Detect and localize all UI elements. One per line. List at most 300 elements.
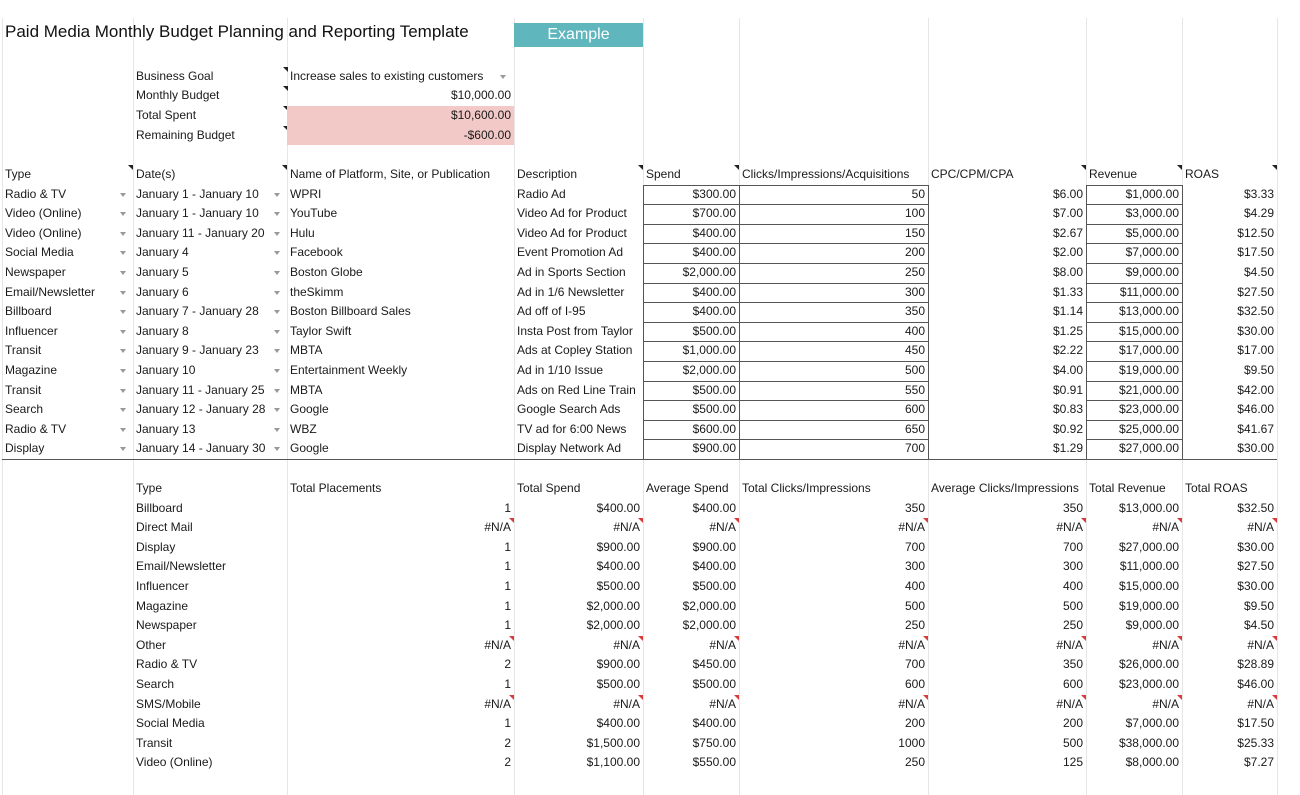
cell-border xyxy=(1086,381,1182,382)
summary-cell-average-spend[interactable]: $550.00 xyxy=(692,755,736,770)
cell-cpc[interactable]: $2.00 xyxy=(1052,245,1083,260)
cell-revenue[interactable]: $11,000.00 xyxy=(1119,284,1179,299)
cell-clicks[interactable]: 100 xyxy=(904,206,925,221)
cell-spend[interactable]: $400.00 xyxy=(692,284,736,299)
cell-border xyxy=(1086,263,1182,264)
summary-cell-total-revenue[interactable]: $9,000.00 xyxy=(1125,618,1179,633)
summary-cell-type[interactable]: Social Media xyxy=(136,716,205,731)
summary-cell-total-placements[interactable]: #N/A xyxy=(287,518,514,538)
cell-border xyxy=(643,420,928,421)
summary-cell-total-spend[interactable]: $1,500.00 xyxy=(586,735,640,750)
summary-cell-total-roas[interactable]: $7.27 xyxy=(1243,755,1274,770)
cell-roas[interactable]: $4.50 xyxy=(1243,265,1274,279)
summary-header-type: Type xyxy=(136,481,163,495)
summary-cell-average-clicks[interactable]: 500 xyxy=(1062,735,1083,750)
summary-cell-total-placements[interactable]: 1 xyxy=(504,716,511,731)
cell-type[interactable]: Search xyxy=(5,402,44,417)
cell-description[interactable]: Ad in 1/6 Newsletter xyxy=(517,284,625,299)
cell-type[interactable]: Transit xyxy=(5,343,42,358)
cell-description[interactable]: Video Ad for Product xyxy=(517,225,627,240)
column-header-dates: Date(s) xyxy=(133,165,287,185)
summary-cell-type[interactable]: Magazine xyxy=(136,598,189,613)
cell-revenue[interactable]: $13,000.00 xyxy=(1118,304,1179,319)
summary-cell-total-spend[interactable]: $900.00 xyxy=(596,657,640,672)
column-header-spend: Spend xyxy=(643,165,739,185)
cell-dates[interactable]: January 11 - January 25 xyxy=(136,382,265,397)
chevron-down-icon[interactable] xyxy=(274,271,280,275)
summary-cell-total-placements[interactable]: 2 xyxy=(504,657,511,672)
summary-cell-average-spend[interactable]: $400.00 xyxy=(692,500,736,515)
summary-cell-total-roas[interactable]: $28.89 xyxy=(1237,657,1274,672)
chevron-down-icon[interactable] xyxy=(120,428,126,432)
cell-type[interactable]: Video (Online) xyxy=(5,225,82,240)
cell-clicks[interactable]: 300 xyxy=(904,284,925,299)
cell-border xyxy=(643,439,928,440)
cell-platform[interactable]: Entertainment Weekly xyxy=(290,363,408,377)
summary-cell-total-spend[interactable]: $400.00 xyxy=(596,559,640,574)
cell-cpc[interactable]: $7.00 xyxy=(1052,206,1083,221)
cell-clicks[interactable]: 150 xyxy=(904,225,925,240)
cell-dates[interactable]: January 12 - January 28 xyxy=(136,402,266,417)
summary-cell-average-spend[interactable]: $500.00 xyxy=(692,579,736,593)
chevron-down-icon[interactable] xyxy=(274,330,280,334)
column-header-clicks: Clicks/Impressions/Acquisitions xyxy=(742,167,910,181)
chevron-down-icon[interactable] xyxy=(274,447,280,451)
cell-description[interactable]: Ad off of I-95 xyxy=(517,304,586,319)
cell-clicks[interactable]: 200 xyxy=(904,245,925,260)
cell-dates[interactable]: January 8 xyxy=(136,323,189,338)
summary-cell-total-placements[interactable]: #N/A xyxy=(287,695,514,715)
cell-cpc[interactable]: $1.29 xyxy=(1052,441,1083,456)
summary-cell-total-revenue[interactable]: $23,000.00 xyxy=(1118,677,1179,691)
summary-cell-average-clicks[interactable]: 250 xyxy=(1062,618,1083,633)
cell-type[interactable]: Radio & TV xyxy=(5,186,67,201)
chevron-down-icon[interactable] xyxy=(120,291,126,295)
summary-cell-total-spend[interactable]: $500.00 xyxy=(596,677,640,691)
summary-cell-average-spend[interactable]: $450.00 xyxy=(692,657,736,672)
cell-cpc[interactable]: $4.00 xyxy=(1052,363,1083,377)
cell-revenue[interactable]: $25,000.00 xyxy=(1118,421,1179,436)
cell-roas[interactable]: $9.50 xyxy=(1243,363,1274,377)
chevron-down-icon[interactable] xyxy=(120,232,126,236)
cell-cpc[interactable]: $0.92 xyxy=(1052,421,1083,436)
chevron-down-icon[interactable] xyxy=(274,212,280,216)
summary-cell-total-clicks[interactable]: 600 xyxy=(904,677,925,691)
cell-roas[interactable]: $32.50 xyxy=(1237,304,1274,319)
total-spent-label: Total Spent xyxy=(136,108,197,122)
cell-platform[interactable]: Boston Billboard Sales xyxy=(290,304,411,319)
summary-cell-total-clicks[interactable]: 500 xyxy=(904,598,925,613)
cell-roas[interactable]: $17.00 xyxy=(1237,343,1274,358)
cell-type[interactable]: Transit xyxy=(5,382,42,397)
cell-revenue[interactable]: $1,000.00 xyxy=(1125,186,1179,201)
summary-cell-total-clicks[interactable]: #N/A xyxy=(739,636,928,656)
summary-cell-average-clicks[interactable]: 200 xyxy=(1062,716,1083,731)
cell-revenue[interactable]: $9,000.00 xyxy=(1125,265,1179,279)
cell-clicks[interactable]: 250 xyxy=(904,265,925,279)
cell-revenue[interactable]: $19,000.00 xyxy=(1118,363,1179,377)
cell-border xyxy=(1086,243,1182,244)
summary-cell-total-placements[interactable]: 1 xyxy=(504,559,511,574)
summary-cell-average-clicks[interactable]: 400 xyxy=(1062,579,1083,593)
summary-cell-total-spend[interactable]: #N/A xyxy=(514,518,643,538)
cell-border xyxy=(1086,185,1182,186)
cell-cpc[interactable]: $1.33 xyxy=(1052,284,1083,299)
chevron-down-icon[interactable] xyxy=(120,193,126,197)
summary-cell-total-placements[interactable]: 1 xyxy=(504,598,511,613)
cell-dates[interactable]: January 11 - January 20 xyxy=(136,225,265,240)
total-spent-value[interactable]: $10,600.00 xyxy=(287,106,514,126)
cell-spend[interactable]: $700.00 xyxy=(692,206,736,221)
cell-roas[interactable]: $46.00 xyxy=(1237,402,1274,417)
summary-cell-average-spend[interactable]: #N/A xyxy=(643,695,739,715)
cell-dates[interactable]: January 9 - January 23 xyxy=(136,343,259,358)
cell-spend[interactable]: $400.00 xyxy=(692,225,736,240)
cell-clicks[interactable]: 650 xyxy=(904,421,925,436)
cell-type[interactable]: Social Media xyxy=(5,245,74,260)
cell-cpc[interactable]: $8.00 xyxy=(1052,265,1083,279)
chevron-down-icon[interactable] xyxy=(274,428,280,432)
summary-cell-average-clicks[interactable]: 300 xyxy=(1062,559,1083,574)
summary-cell-total-placements[interactable]: 1 xyxy=(504,500,511,515)
summary-cell-total-roas[interactable]: #N/A xyxy=(1182,695,1277,715)
cell-spend[interactable]: $2,000.00 xyxy=(682,265,736,279)
cell-dates[interactable]: January 1 - January 10 xyxy=(136,186,259,201)
summary-cell-total-roas[interactable]: #N/A xyxy=(1182,518,1277,538)
cell-roas[interactable]: $27.50 xyxy=(1237,284,1274,299)
cell-platform[interactable]: theSkimm xyxy=(290,284,344,299)
chevron-down-icon[interactable] xyxy=(500,75,506,79)
cell-clicks[interactable]: 550 xyxy=(904,382,925,397)
cell-spend[interactable]: $500.00 xyxy=(692,402,736,417)
cell-description[interactable]: Radio Ad xyxy=(517,186,566,201)
summary-cell-average-clicks[interactable]: 700 xyxy=(1062,539,1083,554)
summary-cell-total-spend[interactable]: $400.00 xyxy=(596,500,640,515)
cell-roas[interactable]: $3.33 xyxy=(1243,186,1274,201)
business-goal-value: Increase sales to existing customers xyxy=(290,68,484,83)
cell-spend[interactable]: $600.00 xyxy=(692,421,736,436)
column-header-revenue: Revenue xyxy=(1086,165,1182,185)
summary-cell-average-spend[interactable]: $400.00 xyxy=(692,559,736,574)
summary-header-total-roas: Total ROAS xyxy=(1185,481,1248,495)
cell-type[interactable]: Influencer xyxy=(5,323,58,338)
summary-cell-total-spend[interactable]: $400.00 xyxy=(596,716,640,731)
summary-cell-total-revenue[interactable]: $7,000.00 xyxy=(1125,716,1179,731)
chevron-down-icon[interactable] xyxy=(274,251,280,255)
cell-cpc[interactable]: $1.25 xyxy=(1052,323,1083,338)
chevron-down-icon[interactable] xyxy=(274,232,280,236)
cell-spend[interactable]: $2,000.00 xyxy=(682,363,736,377)
cell-type[interactable]: Email/Newsletter xyxy=(5,284,96,299)
cell-platform[interactable]: Facebook xyxy=(290,245,343,260)
summary-cell-total-clicks[interactable]: 200 xyxy=(904,716,925,731)
cell-border xyxy=(1086,341,1182,342)
cell-border xyxy=(1086,361,1182,362)
remaining-budget-value[interactable]: -$600.00 xyxy=(287,126,514,146)
summary-cell-average-clicks[interactable]: #N/A xyxy=(928,636,1086,656)
summary-cell-total-placements[interactable]: 2 xyxy=(504,735,511,750)
cell-platform[interactable]: Google xyxy=(290,402,329,417)
cell-revenue[interactable]: $21,000.00 xyxy=(1118,382,1179,397)
summary-cell-total-placements[interactable]: 2 xyxy=(504,755,511,770)
cell-platform[interactable]: Google xyxy=(290,441,329,456)
chevron-down-icon[interactable] xyxy=(274,310,280,314)
summary-cell-average-clicks[interactable]: 125 xyxy=(1062,755,1083,770)
summary-cell-total-clicks[interactable]: 400 xyxy=(904,579,925,593)
summary-cell-total-revenue[interactable]: $26,000.00 xyxy=(1118,657,1179,672)
summary-cell-total-clicks[interactable]: 250 xyxy=(904,618,925,633)
cell-clicks[interactable]: 500 xyxy=(904,363,925,377)
summary-cell-total-clicks[interactable]: #N/A xyxy=(739,695,928,715)
cell-roas[interactable]: $30.00 xyxy=(1237,441,1274,456)
cell-platform[interactable]: Hulu xyxy=(290,225,315,240)
chevron-down-icon[interactable] xyxy=(274,291,280,295)
summary-cell-total-revenue[interactable]: $38,000.00 xyxy=(1118,735,1179,750)
cell-platform[interactable]: Taylor Swift xyxy=(290,323,352,338)
summary-cell-average-spend[interactable]: $2,000.00 xyxy=(682,618,736,633)
column-header-type: Type xyxy=(2,165,133,185)
cell-dates[interactable]: January 4 xyxy=(136,245,189,260)
monthly-budget-value[interactable]: $10,000.00 xyxy=(450,88,511,103)
cell-type[interactable]: Video (Online) xyxy=(5,206,82,221)
summary-cell-total-revenue[interactable]: $19,000.00 xyxy=(1118,598,1179,613)
cell-description[interactable]: Insta Post from Taylor xyxy=(517,323,633,338)
cell-description[interactable]: Ad in 1/10 Issue xyxy=(517,363,604,377)
cell-revenue[interactable]: $7,000.00 xyxy=(1125,245,1179,260)
chevron-down-icon[interactable] xyxy=(274,408,280,412)
cell-platform[interactable]: WPRI xyxy=(290,186,322,201)
summary-cell-total-revenue[interactable]: #N/A xyxy=(1086,636,1182,656)
cell-description[interactable]: Google Search Ads xyxy=(517,402,621,417)
cell-cpc[interactable]: $2.67 xyxy=(1052,225,1083,240)
chevron-down-icon[interactable] xyxy=(274,389,280,393)
cell-cpc[interactable]: $0.91 xyxy=(1052,382,1083,397)
summary-cell-total-roas[interactable]: $4.50 xyxy=(1243,618,1274,633)
summary-cell-total-revenue[interactable]: $15,000.00 xyxy=(1118,579,1179,593)
summary-cell-total-placements[interactable]: 1 xyxy=(504,677,511,691)
summary-cell-total-roas[interactable]: #N/A xyxy=(1182,636,1277,656)
summary-cell-type[interactable]: Radio & TV xyxy=(136,657,198,672)
summary-cell-average-clicks[interactable]: #N/A xyxy=(928,518,1086,538)
summary-cell-type[interactable]: Search xyxy=(136,677,175,691)
summary-cell-total-clicks[interactable]: #N/A xyxy=(739,518,928,538)
summary-cell-total-revenue[interactable]: $27,000.00 xyxy=(1118,539,1179,554)
cell-clicks[interactable]: 400 xyxy=(904,323,925,338)
cell-clicks[interactable]: 350 xyxy=(904,304,925,319)
summary-cell-total-revenue[interactable]: #N/A xyxy=(1086,518,1182,538)
summary-cell-average-spend[interactable]: $400.00 xyxy=(692,716,736,731)
cell-dates[interactable]: January 14 - January 30 xyxy=(136,441,266,456)
summary-cell-total-clicks[interactable]: 700 xyxy=(904,539,925,554)
chevron-down-icon[interactable] xyxy=(120,251,126,255)
cell-roas[interactable]: $12.50 xyxy=(1237,225,1274,240)
cell-revenue[interactable]: $5,000.00 xyxy=(1125,225,1179,240)
summary-cell-total-placements[interactable]: #N/A xyxy=(287,636,514,656)
chevron-down-icon[interactable] xyxy=(120,212,126,216)
cell-roas[interactable]: $30.00 xyxy=(1237,323,1274,338)
summary-cell-total-revenue[interactable]: $11,000.00 xyxy=(1119,559,1179,574)
summary-cell-total-clicks[interactable]: 300 xyxy=(904,559,925,574)
summary-cell-total-clicks[interactable]: 700 xyxy=(904,657,925,672)
summary-cell-total-spend[interactable]: #N/A xyxy=(514,695,643,715)
cell-type[interactable]: Newspaper xyxy=(5,265,66,279)
cell-border xyxy=(1086,224,1182,225)
cell-dates[interactable]: January 1 - January 10 xyxy=(136,206,259,221)
cell-dates[interactable]: January 13 xyxy=(136,421,196,436)
chevron-down-icon[interactable] xyxy=(274,349,280,353)
summary-cell-type[interactable]: Other xyxy=(136,637,167,652)
chevron-down-icon[interactable] xyxy=(120,349,126,353)
cell-revenue[interactable]: $23,000.00 xyxy=(1118,402,1179,417)
business-goal-label: Business Goal xyxy=(136,68,214,83)
chevron-down-icon[interactable] xyxy=(274,193,280,197)
summary-cell-average-clicks[interactable]: 600 xyxy=(1062,677,1083,691)
cell-revenue[interactable]: $15,000.00 xyxy=(1118,323,1179,338)
summary-cell-type[interactable]: SMS/Mobile xyxy=(136,696,201,711)
cell-spend[interactable]: $400.00 xyxy=(692,245,736,260)
cell-dates[interactable]: January 6 xyxy=(136,284,189,299)
summary-cell-type[interactable]: Transit xyxy=(136,735,173,750)
chevron-down-icon[interactable] xyxy=(120,369,126,373)
summary-cell-total-placements[interactable]: 1 xyxy=(504,539,511,554)
summary-cell-average-clicks[interactable]: 350 xyxy=(1062,500,1083,515)
cell-spend[interactable]: $500.00 xyxy=(692,382,736,397)
summary-cell-average-spend[interactable]: #N/A xyxy=(643,636,739,656)
cell-cpc[interactable]: $2.22 xyxy=(1052,343,1083,358)
cell-platform[interactable]: Boston Globe xyxy=(290,265,363,279)
cell-clicks[interactable]: 600 xyxy=(904,402,925,417)
cell-description[interactable]: TV ad for 6:00 News xyxy=(517,421,627,436)
cell-platform[interactable]: MBTA xyxy=(290,343,323,358)
summary-cell-total-roas[interactable]: $9.50 xyxy=(1243,598,1274,613)
cell-clicks[interactable]: 700 xyxy=(904,441,925,456)
chevron-down-icon[interactable] xyxy=(120,330,126,334)
cell-roas[interactable]: $41.67 xyxy=(1237,421,1274,436)
cell-description[interactable]: Display Network Ad xyxy=(517,441,622,456)
summary-cell-total-roas[interactable]: $46.00 xyxy=(1237,677,1274,691)
summary-cell-type[interactable]: Display xyxy=(136,539,176,554)
gridline xyxy=(1277,18,1278,795)
cell-roas[interactable]: $4.29 xyxy=(1243,206,1274,221)
summary-cell-type[interactable]: Influencer xyxy=(136,579,189,593)
cell-clicks[interactable]: 50 xyxy=(911,186,925,201)
summary-cell-average-spend[interactable]: $500.00 xyxy=(692,677,736,691)
cell-spend[interactable]: $500.00 xyxy=(692,323,736,338)
summary-cell-total-spend[interactable]: #N/A xyxy=(514,636,643,656)
summary-cell-type[interactable]: Direct Mail xyxy=(136,520,193,535)
cell-type[interactable]: Billboard xyxy=(5,304,52,319)
cell-platform[interactable]: MBTA xyxy=(290,382,323,397)
summary-cell-total-clicks[interactable]: 250 xyxy=(904,755,925,770)
summary-cell-total-revenue[interactable]: $8,000.00 xyxy=(1125,755,1179,770)
example-button[interactable]: Example xyxy=(514,23,643,47)
chevron-down-icon[interactable] xyxy=(120,389,126,393)
summary-cell-total-roas[interactable]: $30.00 xyxy=(1237,579,1274,593)
summary-cell-average-clicks[interactable]: #N/A xyxy=(928,695,1086,715)
summary-cell-total-placements[interactable]: 1 xyxy=(504,618,511,633)
cell-border xyxy=(643,341,928,342)
summary-cell-total-spend[interactable]: $1,100.00 xyxy=(586,755,640,770)
cell-description[interactable]: Ad in Sports Section xyxy=(517,265,626,279)
summary-cell-total-spend[interactable]: $900.00 xyxy=(596,539,640,554)
cell-border xyxy=(1086,400,1182,401)
cell-spend[interactable]: $300.00 xyxy=(692,186,736,201)
cell-type[interactable]: Radio & TV xyxy=(5,421,67,436)
cell-platform[interactable]: YouTube xyxy=(290,206,338,221)
summary-cell-average-clicks[interactable]: 350 xyxy=(1062,657,1083,672)
page-title: Paid Media Monthly Budget Planning and Reporting Template xyxy=(5,22,469,41)
cell-spend[interactable]: $400.00 xyxy=(692,304,736,319)
business-goal-select[interactable] xyxy=(287,67,514,87)
summary-cell-total-roas[interactable]: $25.33 xyxy=(1237,735,1274,750)
cell-border xyxy=(1182,185,1183,459)
summary-cell-total-clicks[interactable]: 350 xyxy=(904,500,925,515)
summary-cell-total-revenue[interactable]: #N/A xyxy=(1086,695,1182,715)
cell-spend[interactable]: $900.00 xyxy=(692,441,736,456)
cell-platform[interactable]: WBZ xyxy=(290,421,317,436)
summary-cell-average-spend[interactable]: $750.00 xyxy=(692,735,736,750)
summary-cell-total-placements[interactable]: 1 xyxy=(504,579,511,593)
cell-description[interactable]: Video Ad for Product xyxy=(517,206,627,221)
summary-cell-total-roas[interactable]: $27.50 xyxy=(1237,559,1274,574)
cell-cpc[interactable]: $6.00 xyxy=(1052,186,1083,201)
cell-description[interactable]: Ads at Copley Station xyxy=(517,343,633,358)
cell-cpc[interactable]: $1.14 xyxy=(1052,304,1083,319)
summary-cell-total-clicks[interactable]: 1000 xyxy=(898,735,925,750)
cell-type[interactable]: Magazine xyxy=(5,363,58,377)
summary-cell-average-spend[interactable]: $900.00 xyxy=(692,539,736,554)
summary-cell-total-roas[interactable]: $17.50 xyxy=(1237,716,1274,731)
cell-description[interactable]: Ads on Red Line Train xyxy=(517,382,636,397)
chevron-down-icon[interactable] xyxy=(120,408,126,412)
chevron-down-icon[interactable] xyxy=(274,369,280,373)
cell-border xyxy=(1086,204,1182,205)
cell-dates[interactable]: January 5 xyxy=(136,265,189,279)
summary-cell-type[interactable]: Billboard xyxy=(136,500,183,515)
summary-cell-total-spend[interactable]: $2,000.00 xyxy=(586,598,640,613)
cell-roas[interactable]: $17.50 xyxy=(1237,245,1274,260)
cell-roas[interactable]: $42.00 xyxy=(1237,382,1274,397)
cell-description[interactable]: Event Promotion Ad xyxy=(517,245,624,260)
cell-dates[interactable]: January 10 xyxy=(136,363,196,377)
summary-cell-total-revenue[interactable]: $13,000.00 xyxy=(1118,500,1179,515)
summary-cell-total-spend[interactable]: $2,000.00 xyxy=(586,618,640,633)
cell-revenue[interactable]: $17,000.00 xyxy=(1118,343,1179,358)
cell-type[interactable]: Display xyxy=(5,441,45,456)
summary-cell-average-spend[interactable]: #N/A xyxy=(643,518,739,538)
chevron-down-icon[interactable] xyxy=(120,310,126,314)
summary-cell-total-spend[interactable]: $500.00 xyxy=(596,579,640,593)
cell-dates[interactable]: January 7 - January 28 xyxy=(136,304,259,319)
cell-cpc[interactable]: $0.83 xyxy=(1052,402,1083,417)
summary-cell-average-clicks[interactable]: 500 xyxy=(1062,598,1083,613)
cell-border xyxy=(1086,439,1182,440)
chevron-down-icon[interactable] xyxy=(120,271,126,275)
summary-cell-type[interactable]: Video (Online) xyxy=(136,755,213,770)
cell-clicks[interactable]: 450 xyxy=(904,343,925,358)
summary-cell-total-roas[interactable]: $32.50 xyxy=(1237,500,1274,515)
summary-cell-type[interactable]: Newspaper xyxy=(136,618,197,633)
summary-cell-total-roas[interactable]: $30.00 xyxy=(1237,539,1274,554)
cell-revenue[interactable]: $27,000.00 xyxy=(1118,441,1179,456)
cell-border xyxy=(928,185,929,459)
cell-revenue[interactable]: $3,000.00 xyxy=(1125,206,1179,221)
cell-border xyxy=(643,185,644,459)
summary-cell-type[interactable]: Email/Newsletter xyxy=(136,559,227,574)
cell-spend[interactable]: $1,000.00 xyxy=(682,343,736,358)
summary-cell-average-spend[interactable]: $2,000.00 xyxy=(682,598,736,613)
chevron-down-icon[interactable] xyxy=(120,447,126,451)
